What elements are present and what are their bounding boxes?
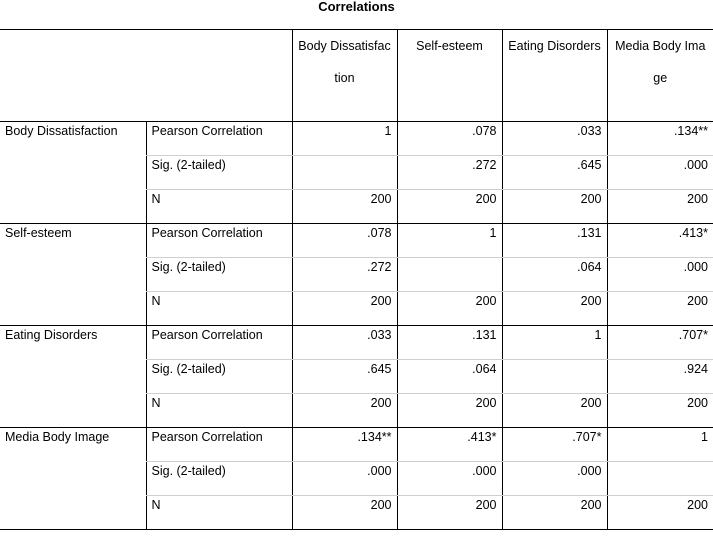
table-cell: .134** [292,428,397,462]
stat-label: Sig. (2-tailed) [146,258,292,292]
table-cell [292,156,397,190]
table-cell: 200 [292,496,397,530]
table-row [0,326,713,360]
table-row [0,122,713,156]
table-row [0,224,713,258]
table-cell: 200 [502,292,607,326]
table-cell: .645 [502,156,607,190]
table-cell: 200 [397,292,502,326]
table-cell: .000 [607,156,713,190]
table-cell: .645 [292,360,397,394]
table-cell: 200 [397,496,502,530]
stat-label: Pearson Correlation [146,428,292,462]
correlations-table [0,29,713,530]
corner-cell [0,30,292,122]
table-cell: 200 [607,292,713,326]
table-cell: .000 [502,462,607,496]
table-cell: .413* [397,428,502,462]
column-header: Eating Disorders [502,30,607,122]
stat-label: Pearson Correlation [146,224,292,258]
table-cell: 200 [397,190,502,224]
column-header: Body Dissatisfaction [292,30,397,122]
table-cell: 200 [292,190,397,224]
table-cell: .134** [607,122,713,156]
table-cell: 200 [607,190,713,224]
table-cell: 1 [502,326,607,360]
stat-label: N [146,190,292,224]
table-cell: 200 [502,190,607,224]
row-variable-label: Media Body Image [0,428,146,530]
table-cell: .064 [397,360,502,394]
stat-label: Sig. (2-tailed) [146,156,292,190]
table-cell: .064 [502,258,607,292]
table-cell: .000 [292,462,397,496]
table-cell: 200 [502,496,607,530]
row-variable-label: Self-esteem [0,224,146,326]
stat-label: Sig. (2-tailed) [146,360,292,394]
table-cell: 200 [607,496,713,530]
table-cell: 1 [292,122,397,156]
table-cell [502,360,607,394]
column-header: Media Body Image [607,30,713,122]
table-cell: .272 [292,258,397,292]
table-row [0,428,713,462]
stat-label: Sig. (2-tailed) [146,462,292,496]
stat-label: Pearson Correlation [146,326,292,360]
header-row [0,30,713,122]
stat-label: N [146,496,292,530]
table-cell: 1 [607,428,713,462]
table-cell: 200 [397,394,502,428]
table-cell: 200 [607,394,713,428]
table-cell: .131 [502,224,607,258]
table-cell: .078 [292,224,397,258]
table-title: Correlations [318,0,395,14]
table-cell: .131 [397,326,502,360]
table-cell [607,462,713,496]
table-cell: 1 [397,224,502,258]
table-cell: .033 [502,122,607,156]
table-cell: .707* [607,326,713,360]
column-header: Self-esteem [397,30,502,122]
stat-label: N [146,394,292,428]
table-cell: .033 [292,326,397,360]
row-variable-label: Eating Disorders [0,326,146,428]
table-cell: .924 [607,360,713,394]
stat-label: N [146,292,292,326]
table-cell: .707* [502,428,607,462]
table-cell: .413* [607,224,713,258]
table-cell: .272 [397,156,502,190]
row-variable-label: Body Dissatisfaction [0,122,146,224]
table-cell: .000 [397,462,502,496]
table-cell: 200 [292,292,397,326]
stat-label: Pearson Correlation [146,122,292,156]
table-cell [397,258,502,292]
table-cell: .000 [607,258,713,292]
table-cell: 200 [292,394,397,428]
table-cell: .078 [397,122,502,156]
table-cell: 200 [502,394,607,428]
